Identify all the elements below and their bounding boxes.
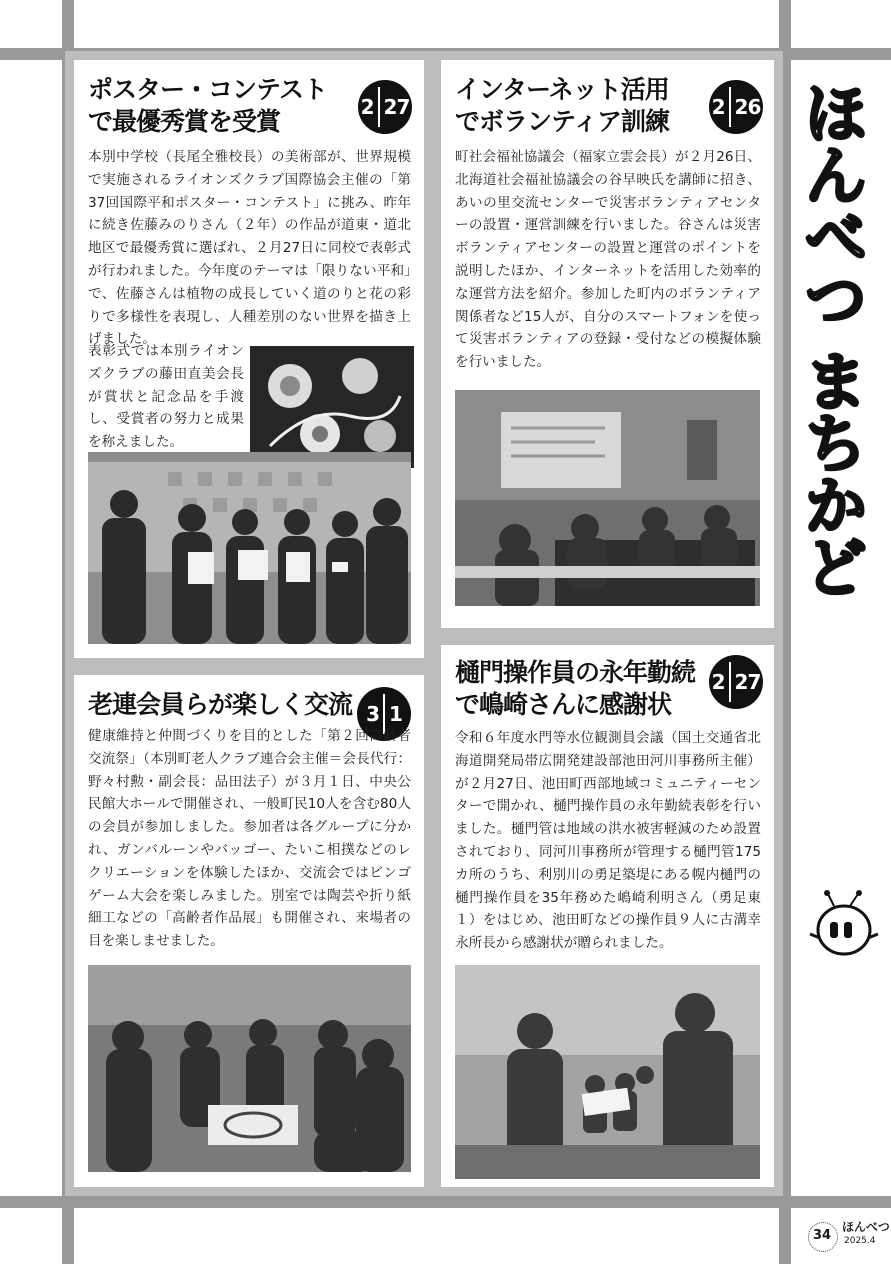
commendation-photo	[455, 965, 760, 1179]
article-body: 令和６年度水門等水位観測員会議（国土交通省北海道開発局帯広開発建設部池田河川事務所主催）が２月27日、池田町西部地域コミュニティーセンターで開かれ、樋門操作員の永年勤続表彰を行いました。樋門管は地域の洪水被害軽減のため設置されており、同河川事務所が管理する樋門管175カ所のうち、利別川の勇足築堤にある幌内樋門の樋門操作員を35年務めた嶋崎利明さん（勇足東１）をはじめ、池田町などの操作員９人に古溝幸永所長から感謝状が贈られました。	[455, 730, 761, 952]
article-title-line2: で最優秀賞を受賞	[88, 107, 281, 136]
award-ceremony-photo	[88, 452, 411, 644]
magazine-name: ほんべつ	[842, 1220, 890, 1234]
date-day: 26	[734, 95, 761, 119]
article-title-line2: で嶋崎さんに感謝状	[455, 690, 672, 719]
page-number: 34	[813, 1228, 832, 1243]
poster-artwork-photo	[250, 346, 414, 468]
article-internet-volunteer	[441, 60, 774, 628]
article-title: 老連会員らが楽しく交流	[88, 690, 353, 719]
date-badge	[709, 80, 763, 134]
mascot-illustration	[800, 890, 880, 960]
date-badge	[358, 80, 412, 134]
bottom-frame-bar	[0, 1196, 891, 1208]
article-title-line1: ポスター・コンテスト	[88, 75, 328, 104]
volunteer-training-photo	[455, 390, 760, 606]
exchange-festival-photo	[88, 965, 411, 1172]
date-month: 2	[711, 670, 725, 694]
article-body: 本別中学校（長尾全雅校長）の美術部が、世界規模で実施されるライオンズクラブ国際協会主催の「第37回国際平和ポスター・コンテスト」に挑み、昨年に続き佐藤みのりさん（２年）の作品が道東・道北地区で最優秀賞に選ばれ、２月27日に同校で表彰式が行われました。今年度のテーマは「限りない平和」で、佐藤さんは植物の成長していく道のりと花の彩りで多様性を表現し、人種差別のない世界を描き上げました。	[88, 149, 411, 348]
page-footer	[808, 1216, 888, 1256]
date-month: 3	[366, 702, 379, 726]
article-poster-contest	[74, 60, 424, 658]
article-title-line1: インターネット活用	[455, 75, 669, 104]
date-month: 2	[711, 95, 725, 119]
date-month: 2	[360, 95, 374, 119]
article-title-line2: でボランティア訓練	[455, 107, 670, 136]
article-title-line1: 樋門操作員の永年勤続	[455, 658, 696, 687]
left-frame-bar	[62, 0, 74, 1264]
date-day: 27	[734, 670, 761, 694]
article-body: 健康維持と仲間づくりを目的とした「第２回高齢者交流祭」（本別町老人クラブ連合会主催＝会長代行：野々村勲・副会長：品田法子）が３月１日、中央公民館大ホールで開催され、一般町民10人を含む80人の会員が参加しました。参加者は各グループに分かれ、ガンバルーンやバッゴー、たいこ相撲などのレクリエーションを体験したほか、交流会ではビンゴゲーム大会を楽しみました。別室では陶芸や折り紙細工などの「高齢者作品展」も開催され、来場者の目を楽しませました。	[88, 728, 411, 950]
article-body: 町社会福祉協議会（福家立雲会長）が２月26日、北海道社会福祉協議会の谷早映氏を講師に招き、あいの里交流センターで災害ボランティアセンターの設置・運営訓練を行いました。谷さんは災害ボランティアセンターの設置と運営のポイントを説明したほか、インターネットを活用した効率的な運営方法を紹介。参加した町内のボランティア関係者など15人が、自分のスマートフォンを使って災害ボランティアの登録・受付などの模擬体験を行いました。	[455, 149, 761, 371]
date-badge	[709, 655, 763, 709]
article-sluice-operator	[441, 645, 774, 1187]
article-body-side: 表彰式では本別ライオンズクラブの藤田直美会長が賞状と記念品を手渡し、受賞者の努力と成果を称えました。	[88, 343, 244, 451]
date-day: 27	[383, 95, 410, 119]
article-elderly-exchange	[74, 675, 424, 1187]
section-title: ほんべつ まちかど	[793, 80, 867, 597]
top-frame-bar	[0, 48, 891, 60]
issue-date: 2025.4	[844, 1236, 876, 1246]
date-day: 1	[389, 702, 402, 726]
